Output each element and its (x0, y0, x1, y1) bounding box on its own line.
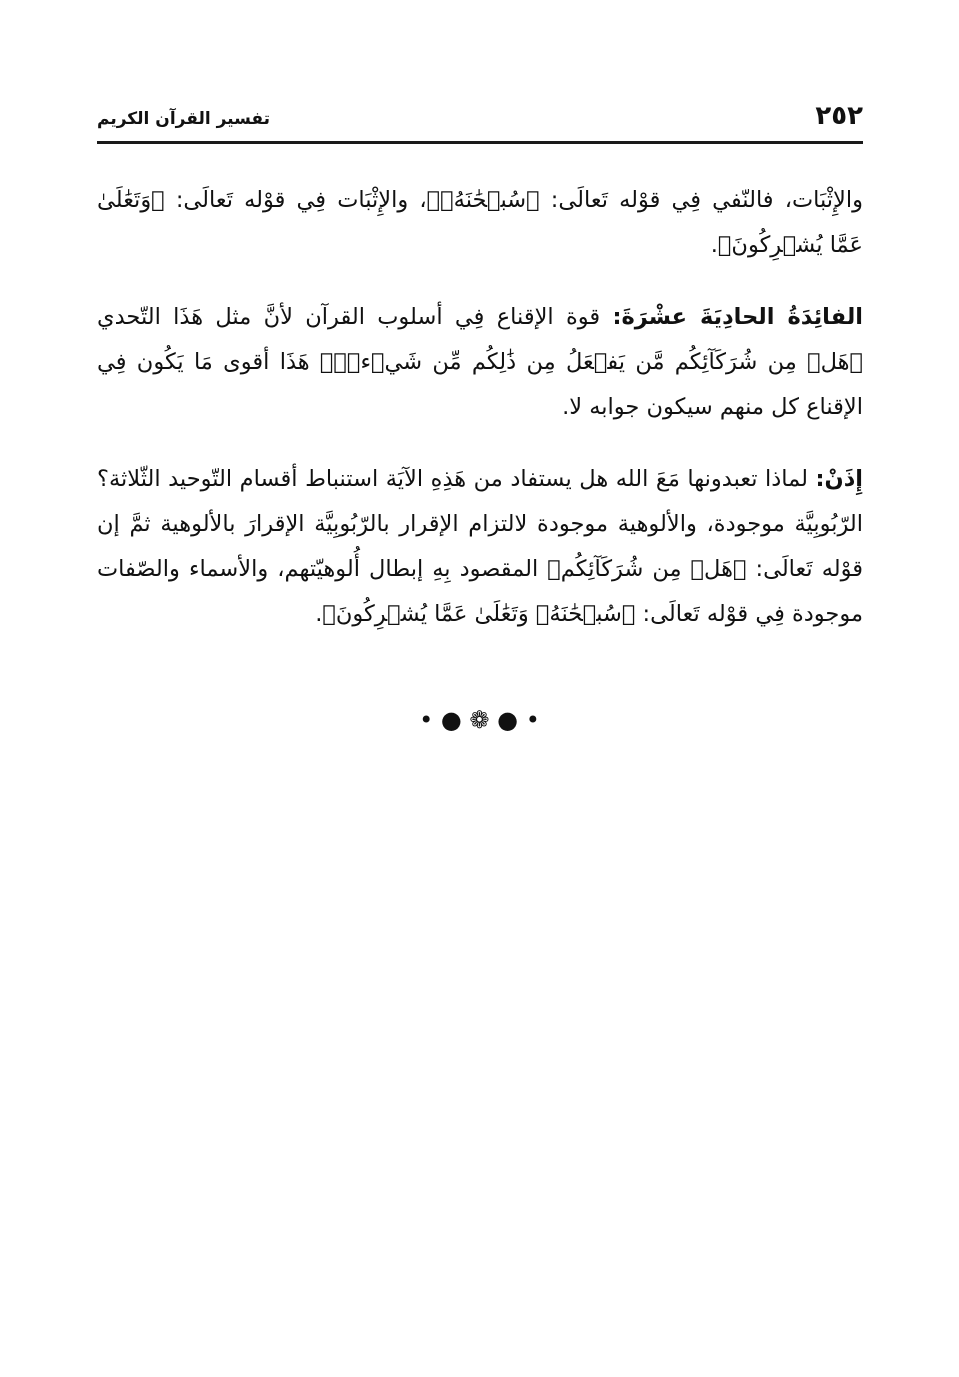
paragraph-text: والإِثْبَات، فالنّفي فِي قوْله تَعالَى: ﴿سُبۡحَٰنَهُۥ﴾، والإِثْبَات فِي قوْله تَعالَى: ﴿وَتَعَٰلَىٰ عَمَّا يُشۡرِكُونَ﴾. (97, 187, 863, 258)
page-number: ٢٥٢ (815, 101, 863, 131)
paragraph-affirmation (97, 178, 863, 268)
paragraph-conclusion (97, 457, 863, 637)
running-title: تفسير القرآن الكريم (97, 109, 271, 129)
page-header (97, 95, 863, 144)
section-end-ornament: • ● ❁ ● • (419, 706, 540, 734)
paragraph-heading: إِذَنْ: (815, 466, 863, 492)
paragraph-text: قوة الإقناع فِي أسلوب القرآن لأنَّ مثل هَذَا التّحدي ﴿هَلۡ مِن شُرَكَآئِكُم مَّن يَفۡعَلُ مِن ذَٰلِكُم مِّن شَيۡءٖۚ﴾ هَذَا أقوى مَا يَكُون فِي الإقناع كل منهم سيكون جوابه لا. (97, 304, 863, 420)
paragraph-benefit-eleven (97, 295, 863, 430)
paragraph-heading: الفائِدَةُ الحادِيَةَ عشْرَةَ: (612, 304, 863, 330)
paragraph-text: لماذا تعبدونها مَعَ الله هل يستفاد من هَذِهِ الآيَة استنباط أقسام التّوحيد الثّلاثة؟ الرّبُوبِيَّة موجودة، والألوهية موجودة لالتزام الإقرار بالرّبُوبِيَّة الإقرارَ بالألوهية ثمَّ إن قوْله تَعالَى: ﴿هَلۡ مِن شُرَكَآئِكُم﴾ المقصود بِهِ إبطال أُلوهيّتهم، والأسماء والصّفات موجودة فِي قوْله تَعالَى: ﴿سُبۡحَٰنَهُۥ وَتَعَٰلَىٰ عَمَّا يُشۡرِكُونَ﴾. (97, 466, 863, 627)
body-text (97, 178, 863, 637)
